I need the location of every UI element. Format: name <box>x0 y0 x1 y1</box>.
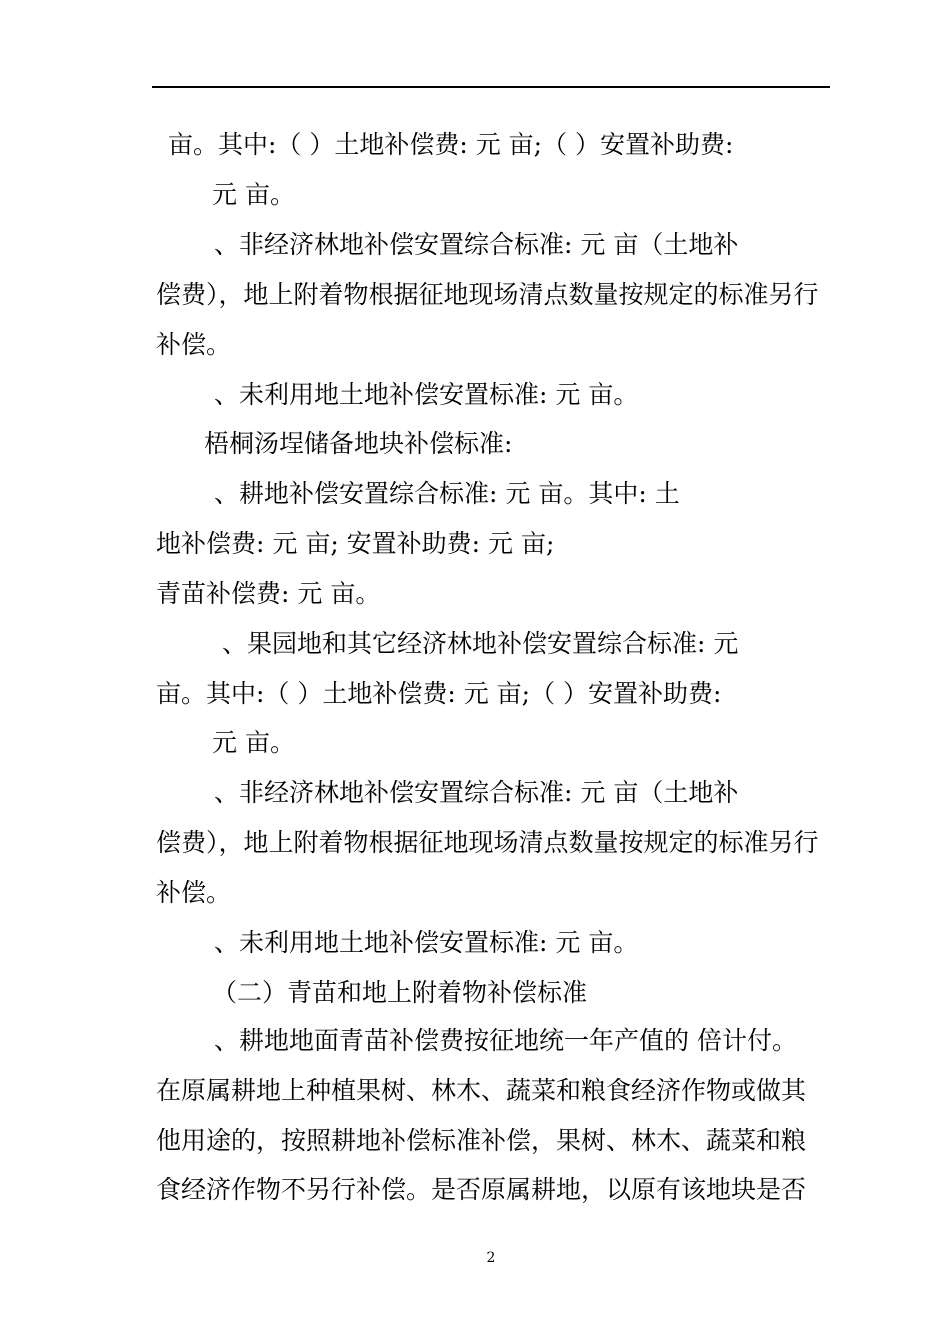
text-line-12: 亩。其中:（ ）土地补偿费: 元 亩;（ ）安置补助费: <box>156 679 722 708</box>
header-rule <box>152 86 830 88</box>
text-line-9: 地补偿费: 元 亩; 安置补助费: 元 亩; <box>156 529 555 558</box>
text-line-5: 补偿。 <box>156 330 232 359</box>
text-line-3: 、非经济林地补偿安置综合标准: 元 亩（土地补 <box>214 230 739 259</box>
text-line-22: 食经济作物不另行补偿。是否原属耕地，以原有该地块是否 <box>156 1175 807 1204</box>
text-line-21: 他用途的，按照耕地补偿标准补偿，果树、林木、蔬菜和粮 <box>156 1126 807 1155</box>
text-line-10: 青苗补偿费: 元 亩。 <box>156 579 381 608</box>
text-line-11: 、果园地和其它经济林地补偿安置综合标准: 元 <box>222 629 739 658</box>
text-line-19: 、耕地地面青苗补偿费按征地统一年产值的 倍计付。 <box>214 1026 797 1055</box>
text-line-16: 补偿。 <box>156 878 232 907</box>
text-line-17: 、未利用地土地补偿安置标准: 元 亩。 <box>214 928 639 957</box>
text-line-8: 、耕地补偿安置综合标准: 元 亩。其中: 土 <box>214 479 680 508</box>
text-line-15: 偿费），地上附着物根据征地现场清点数量按规定的标准另行 <box>156 828 819 857</box>
text-line-13: 元 亩。 <box>212 728 295 757</box>
text-line-2: 元 亩。 <box>212 180 295 209</box>
text-line-6: 、未利用地土地补偿安置标准: 元 亩。 <box>214 380 639 409</box>
text-line-14: 、非经济林地补偿安置综合标准: 元 亩（土地补 <box>214 778 739 807</box>
text-line-1: 亩。其中:（ ）土地补偿费: 元 亩;（ ）安置补助费: <box>168 130 734 159</box>
text-line-18: （二）青苗和地上附着物补偿标准 <box>212 978 588 1007</box>
text-line-4: 偿费），地上附着物根据征地现场清点数量按规定的标准另行 <box>156 280 819 309</box>
page-number: 2 <box>486 1250 496 1266</box>
text-line-20: 在原属耕地上种植果树、林木、蔬菜和粮食经济作物或做其 <box>156 1076 807 1105</box>
text-line-7: 梧桐汤埕储备地块补偿标准: <box>204 429 513 458</box>
